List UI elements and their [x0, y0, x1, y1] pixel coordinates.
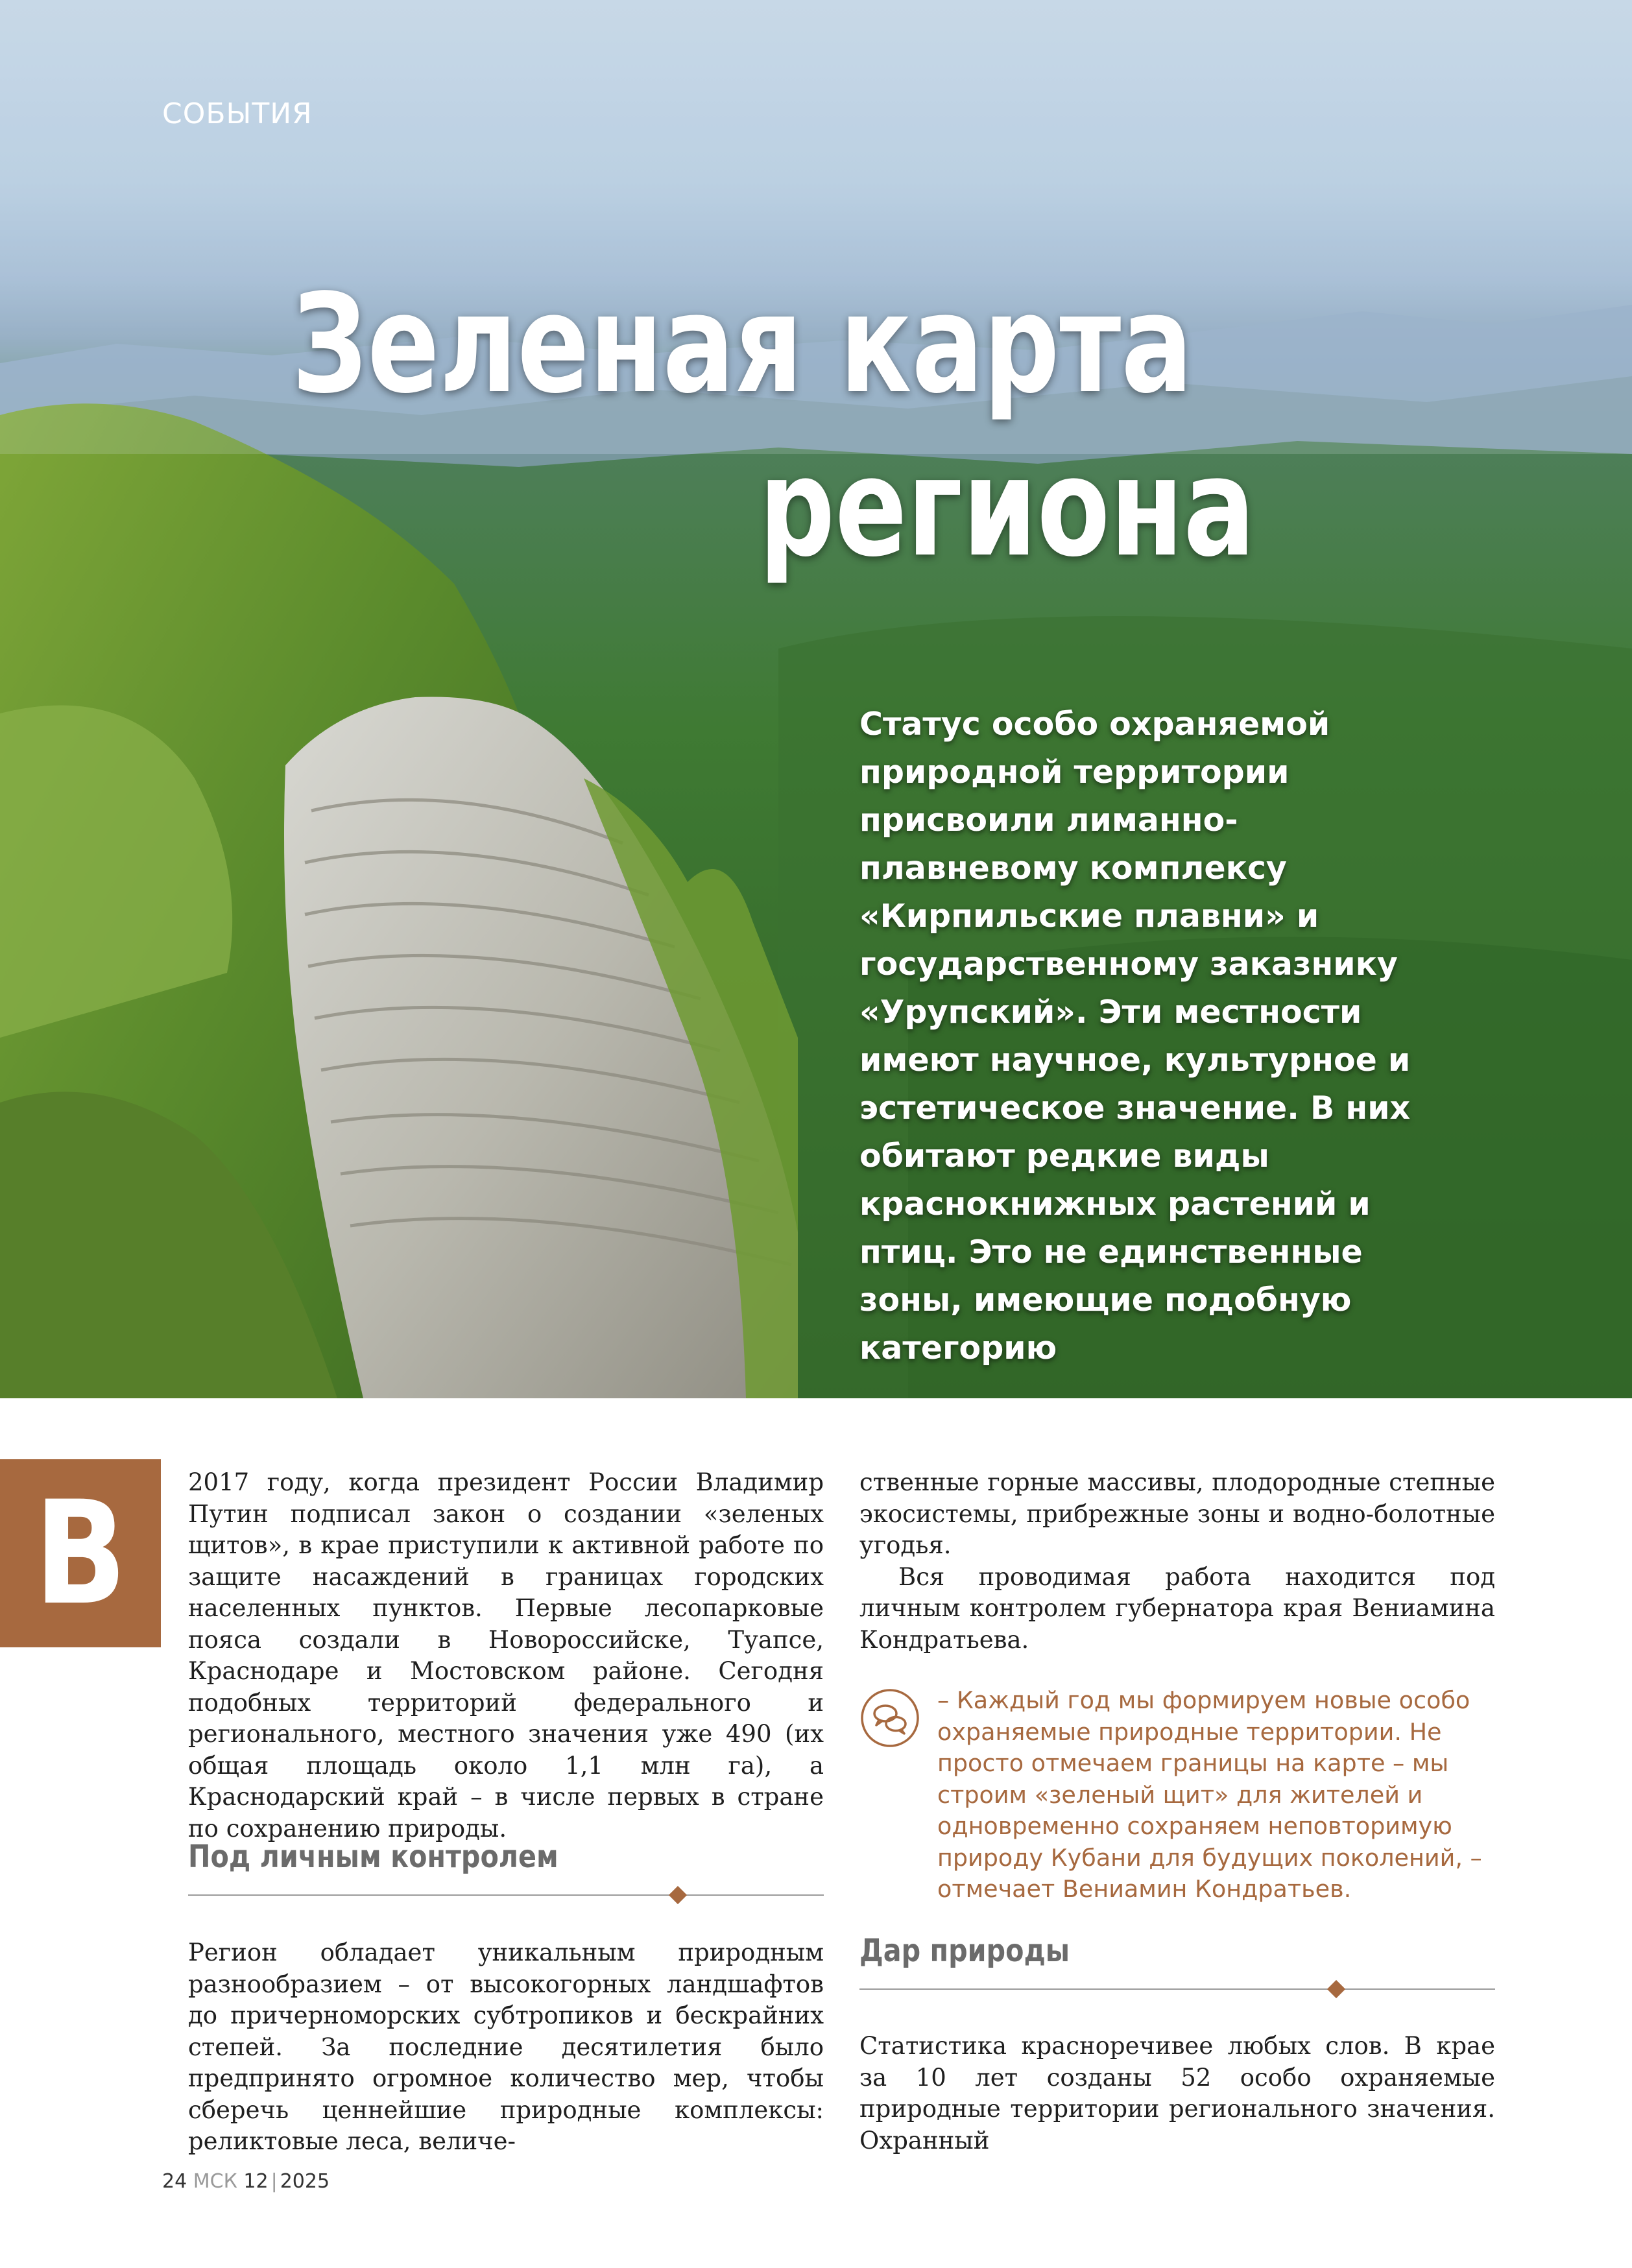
title-line-1: Зеленая карта — [292, 265, 1193, 424]
body-paragraph: ственные горные массивы, плодородные степные экосистемы, прибрежные зоны и водно-болотные угодья. — [859, 1468, 1495, 1559]
body-paragraph: Вся проводимая работа находится под личным контролем губернатора края Вениамина Кондратьева. — [859, 1562, 1495, 1654]
article-column-1-top — [188, 1467, 824, 1844]
subhead-personal-control: Под личным контролем — [188, 1839, 558, 1875]
body-paragraph: Статистика красноречивее любых слов. В крае за 10 лет созданы 52 особо охраняемые природные территории регионального значения. Охранный — [859, 2032, 1495, 2155]
page-number: 24 — [162, 2170, 187, 2193]
subhead-rule — [859, 1988, 1495, 1990]
title-line-2: региона — [759, 428, 1255, 587]
issue-number: 12 — [243, 2170, 269, 2193]
speech-bubbles-icon — [859, 1688, 920, 1749]
article-column-2-bottom — [859, 2031, 1495, 2156]
footer-separator: | — [270, 2170, 278, 2193]
article-column-1-bottom — [188, 1937, 824, 2158]
article-column-2-top — [859, 1467, 1495, 1656]
body-paragraph: Регион обладает уникальным природным разнообразием – от высокогорных ландшафтов до причерноморских субтропиков и бескрайних степей. За последние десятилетия было предпринято огромное количество мер, чтобы сберечь ценнейшие природные комплексы: реликтовые леса, величе- — [188, 1939, 824, 2155]
section-label: СОБЫТИЯ — [162, 97, 313, 130]
subhead-gift-of-nature: Дар природы — [859, 1933, 1070, 1969]
drop-cap-box — [0, 1459, 161, 1647]
drop-cap-letter: В — [34, 1470, 127, 1636]
magazine-name: МСК — [193, 2170, 237, 2193]
lead-paragraph: Статус особо охраняемой природной территории присвоили лиманно-плавневому комплексу «Кирпильские плавни» и государственному заказнику «Урупский». Эти местности имеют научное, культурное и эстетическое значение. В них обитают редкие виды краснокнижных растений и птиц. Это не единственные зоны, имеющие подобную категорию — [859, 706, 1411, 1367]
governor-quote: – Каждый год мы формируем новые особо охраняемые природные территории. Не просто отмечаем границы на карте – мы строим «зеленый щит» для жителей и одновременно сохраняем неповторимую природу Кубани для будущих поколений, – отмечает Вениамин Кондратьев. — [937, 1686, 1482, 1903]
page-footer — [162, 2170, 330, 2193]
issue-year: 2025 — [280, 2170, 330, 2193]
diamond-icon — [669, 1886, 687, 1904]
subhead-rule — [188, 1894, 824, 1896]
body-paragraph: 2017 году, когда президент России Владимир Путин подписал закон о создании «зеленых щитов», в крае приступили к активной работе по защите насаждений в границах городских населенных пунктов. Первые лесопарковые пояса создали в Новороссийске, Туапсе, Краснодаре и Мостовском районе. Сегодня подобных территорий федерального и регионального, местного значения уже 490 (их общая площадь около 1,1 млн га), а Краснодарский край – в числе первых в стране по сохранению природы. — [188, 1468, 824, 1843]
diamond-icon — [1327, 1980, 1345, 1998]
